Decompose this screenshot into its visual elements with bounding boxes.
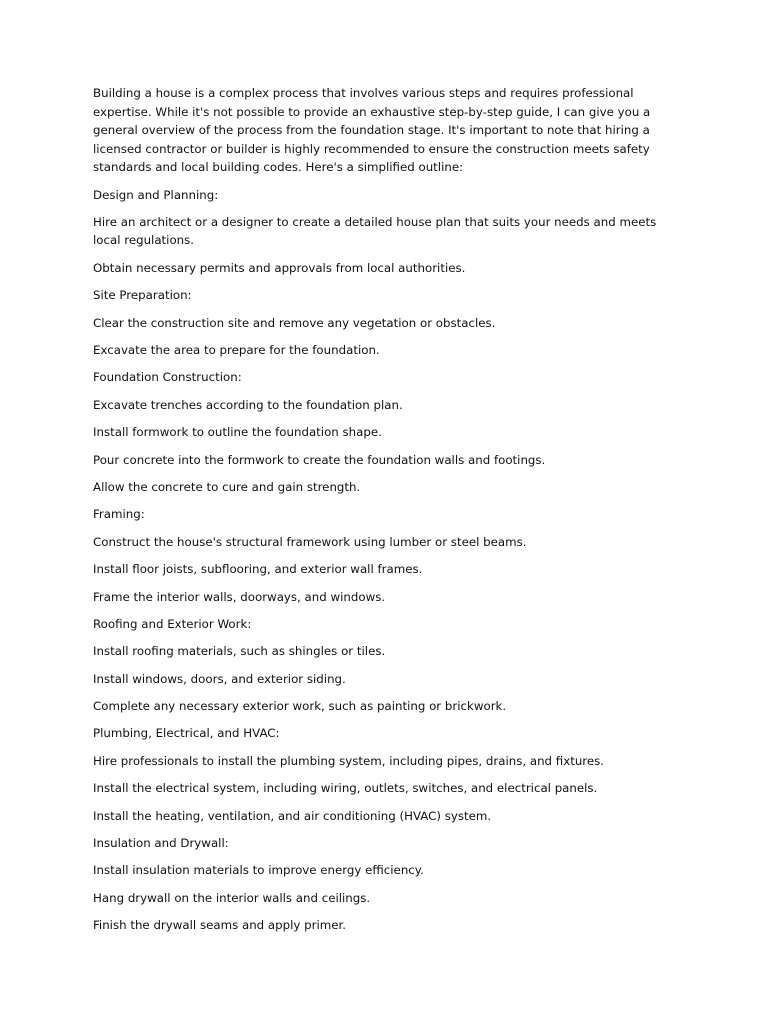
intro-paragraph: Building a house is a complex process that involves various steps and requires professional expertise. While it's not possible to provide an exhaustive step-by-step guide, I can give you a general overview of the process from the foundation stage. It's important to note that hiring a licensed contractor or builder is highly recommended to ensure the construction meets safety standards and local building codes. Here's a simplified outline: (93, 86, 651, 175)
list-item: Install floor joists, subflooring, and exterior wall frames. (93, 562, 423, 577)
section-heading-insulation-drywall: Insulation and Drywall: (93, 836, 229, 851)
list-item: Frame the interior walls, doorways, and windows. (93, 589, 386, 604)
list-item: Install formwork to outline the foundation shape. (93, 425, 382, 440)
list-item: Construct the house's structural framework using lumber or steel beams. (93, 534, 527, 549)
list-item: Install roofing materials, such as shingles or tiles. (93, 644, 386, 659)
document-body (93, 84, 683, 944)
list-item: Finish the drywall seams and apply primer. (93, 918, 347, 933)
list-item: Install insulation materials to improve energy efficiency. (93, 863, 424, 878)
list-item: Allow the concrete to cure and gain strength. (93, 479, 361, 494)
section-heading-foundation-construction: Foundation Construction: (93, 370, 242, 385)
list-item: Install the electrical system, including wiring, outlets, switches, and electrical panels. (93, 781, 598, 796)
list-item: Clear the construction site and remove any vegetation or obstacles. (93, 315, 496, 330)
list-item: Install the heating, ventilation, and air conditioning (HVAC) system. (93, 808, 492, 823)
section-heading-design-planning: Design and Planning: (93, 187, 219, 202)
list-item: Complete any necessary exterior work, such as painting or brickwork. (93, 699, 507, 714)
list-item: Hire professionals to install the plumbing system, including pipes, drains, and fixtures. (93, 753, 605, 768)
list-item: Excavate trenches according to the foundation plan. (93, 397, 403, 412)
section-heading-framing: Framing: (93, 507, 145, 522)
section-heading-plumbing-electrical-hvac: Plumbing, Electrical, and HVAC: (93, 726, 280, 741)
list-item: Hang drywall on the interior walls and ceilings. (93, 890, 371, 905)
list-item: Obtain necessary permits and approvals from local authorities. (93, 260, 466, 275)
list-item: Hire an architect or a designer to create a detailed house plan that suits your needs and meets local regulations. (93, 215, 657, 248)
list-item: Install windows, doors, and exterior siding. (93, 671, 346, 686)
section-heading-roofing-exterior: Roofing and Exterior Work: (93, 616, 252, 631)
section-heading-site-preparation: Site Preparation: (93, 288, 192, 303)
list-item: Excavate the area to prepare for the foundation. (93, 343, 380, 358)
list-item: Pour concrete into the formwork to create the foundation walls and footings. (93, 452, 546, 467)
